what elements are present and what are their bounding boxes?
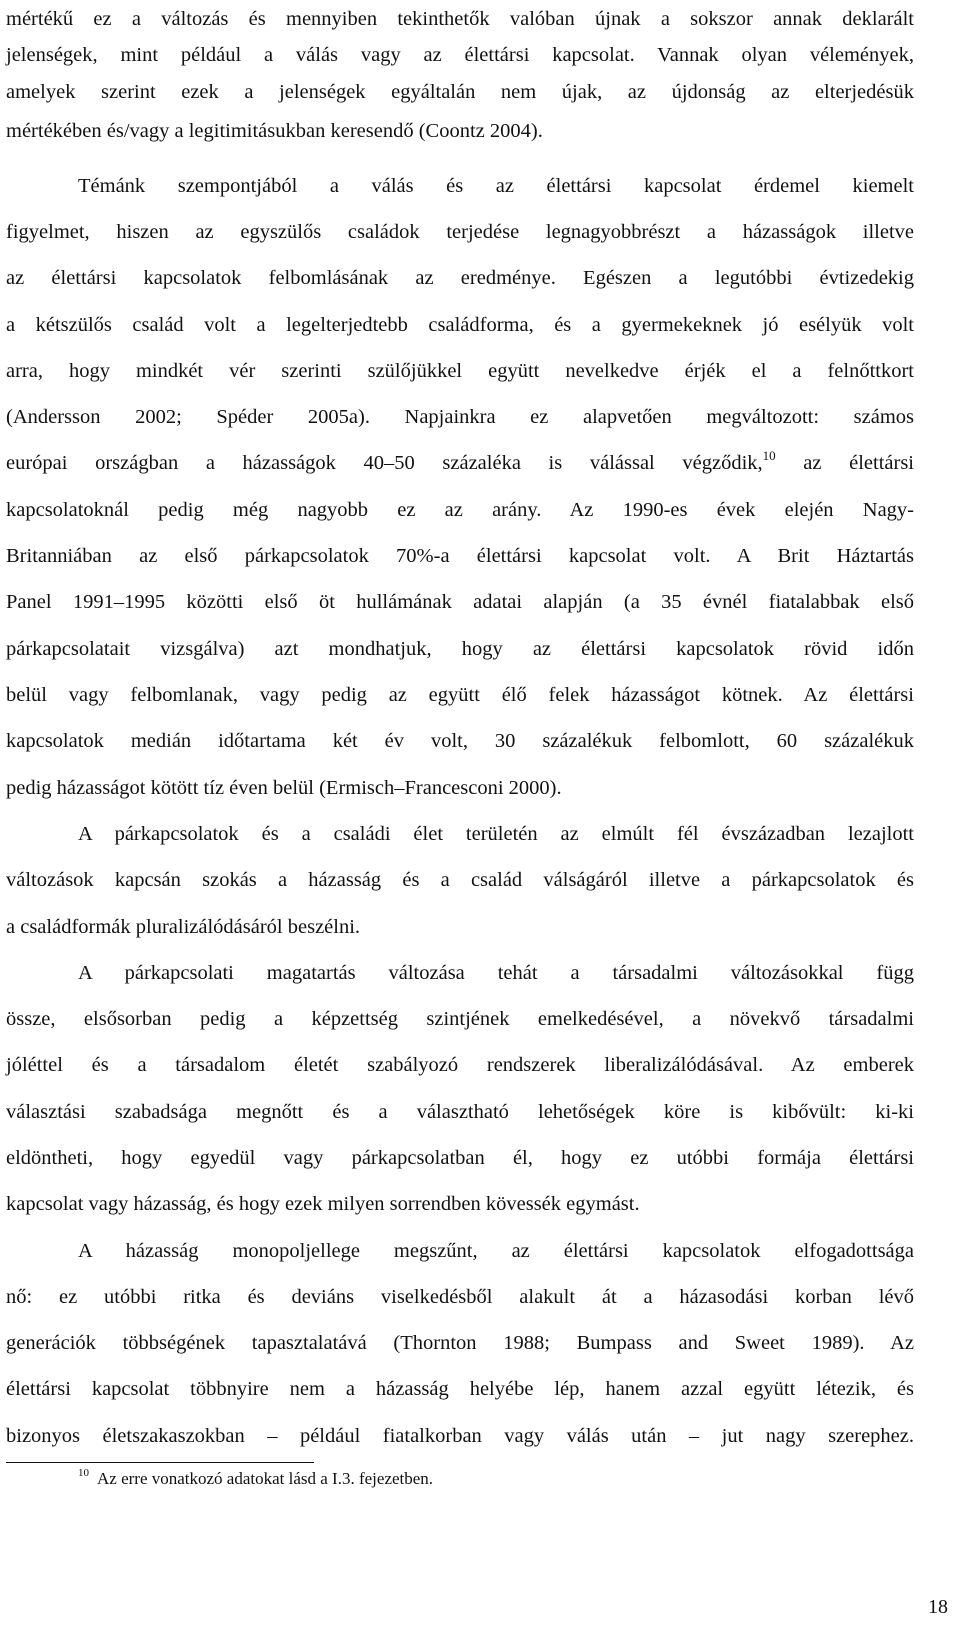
text-line: Panel 1991–1995 közötti első öt hullámának adatai alapján (a 35 évnél fiatalabbak első — [6, 591, 914, 613]
text-line: amelyek szerint ezek a jelenségek egyáltalán nem újak, az újdonság az elterjedésük — [6, 81, 914, 103]
footnote-reference: 10 — [762, 448, 776, 463]
text-line: belül vagy felbomlanak, vagy pedig az együtt élő felek házasságot kötnek. Az élettársi — [6, 684, 914, 706]
text-line: a családformák pluralizálódásáról beszélni. — [6, 916, 361, 938]
footnote-separator — [6, 1462, 314, 1463]
text-line: mértékében és/vagy a legitimitásukban keresendő (Coontz 2004). — [6, 120, 543, 142]
text-line: arra, hogy mindkét vér szerinti szülőjükkel együtt nevelkedve érjék el a felnőttkort — [6, 360, 914, 382]
text-line: Témánk szempontjából a válás és az élettársi kapcsolat érdemel kiemelt — [78, 175, 914, 197]
text-line: a kétszülős család volt a legelterjedtebb családforma, és a gyermekeknek jó esélyük volt — [6, 314, 914, 336]
text-line-with-footnote-ref — [6, 449, 914, 477]
footnote-number: 10 — [78, 1467, 89, 1479]
text-line: generációk többségének tapasztalatává (Thornton 1988; Bumpass and Sweet 1989). Az — [6, 1332, 914, 1354]
text-line: össze, elsősorban pedig a képzettség szintjének emelkedésével, a növekvő társadalmi — [6, 1008, 914, 1030]
text-line: A párkapcsolatok és a családi élet területén az elmúlt fél évszázadban lezajlott — [78, 823, 914, 845]
text-line: választási szabadsága megnőtt és a választható lehetőségek köre is kibővült: ki-ki — [6, 1101, 914, 1123]
text-line: pedig házasságot kötött tíz éven belül (Ermisch–Francesconi 2000). — [6, 777, 562, 799]
text-line: Britanniában az első párkapcsolatok 70%-a élettársi kapcsolat volt. A Brit Háztartás — [6, 545, 914, 567]
text-line: mértékű ez a változás és mennyiben tekinthetők valóban újnak a sokszor annak deklarált — [6, 8, 914, 30]
text-segment: európai országban a házasságok 40–50 százaléka is válással végződik, — [6, 452, 763, 474]
text-segment: az élettársi — [775, 452, 914, 474]
footnote-text: Az erre vonatkozó adatokat lásd a I.3. fejezetben. — [97, 1469, 434, 1488]
text-line: élettársi kapcsolat többnyire nem a házasság helyébe lép, hanem azzal együtt létezik, és — [6, 1378, 914, 1400]
text-line: A párkapcsolati magatartás változása tehát a társadalmi változásokkal függ — [78, 962, 914, 984]
text-line: kapcsolatok medián időtartama két év volt, 30 százalékuk felbomlott, 60 százalékuk — [6, 730, 914, 752]
text-line: kapcsolatoknál pedig még nagyobb ez az arány. Az 1990-es évek elején Nagy- — [6, 499, 914, 521]
text-line: változások kapcsán szokás a házasság és a család válságáról illetve a párkapcsolatok és — [6, 869, 914, 891]
text-line: jóléttel és a társadalom életét szabályozó rendszerek liberalizálódásával. Az emberek — [6, 1054, 914, 1076]
text-line: jelenségek, mint például a válás vagy az élettársi kapcsolat. Vannak olyan vélemények, — [6, 44, 914, 66]
text-line: (Andersson 2002; Spéder 2005a). Napjainkra ez alapvetően megváltozott: számos — [6, 406, 914, 428]
text-line: az élettársi kapcsolatok felbomlásának az eredménye. Egészen a legutóbbi évtizedekig — [6, 267, 914, 289]
text-line: eldöntheti, hogy egyedül vagy párkapcsolatban él, hogy ez utóbbi formája élettársi — [6, 1147, 914, 1169]
text-line: A házasság monopoljellege megszűnt, az élettársi kapcsolatok elfogadottsága — [78, 1240, 914, 1262]
footnote — [78, 1466, 433, 1492]
text-line: kapcsolat vagy házasság, és hogy ezek milyen sorrendben kövessék egymást. — [6, 1193, 640, 1215]
page-number: 18 — [928, 1596, 948, 1618]
text-line: nő: ez utóbbi ritka és deviáns viselkedésből alakult át a házasodási korban lévő — [6, 1286, 914, 1308]
text-line: figyelmet, hiszen az egyszülős családok terjedése legnagyobbrészt a házasságok illetve — [6, 221, 914, 243]
text-line: bizonyos életszakaszokban – például fiatalkorban vagy válás után – jut nagy szerephez. — [6, 1425, 914, 1447]
text-line: párkapcsolatait vizsgálva) azt mondhatjuk, hogy az élettársi kapcsolatok rövid időn — [6, 638, 914, 660]
